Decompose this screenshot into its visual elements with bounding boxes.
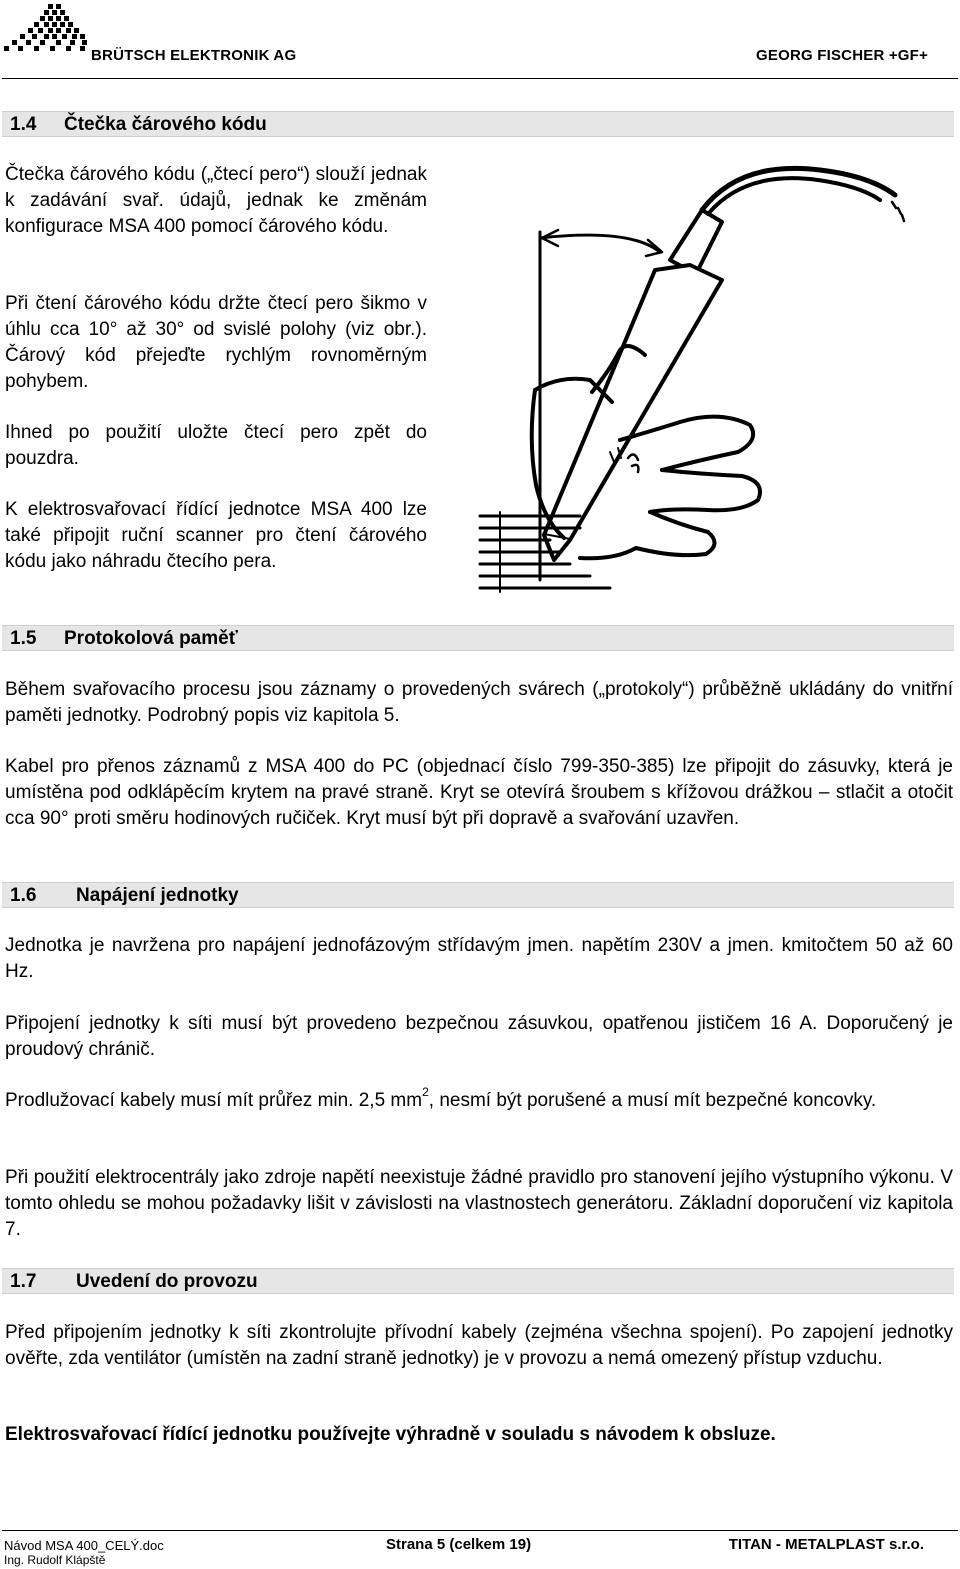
section-heading-1-4 (2, 111, 954, 137)
protocol-memory-paragraph: Během svařovacího procesu jsou záznamy o provedených svárech („protokoly“) průběžně ukládány do vnitřní paměti jednotky. Podrobný popis viz kapitola 5. (5, 679, 953, 726)
page-header (0, 0, 960, 80)
barcode-angle-paragraph: Při čtení čárového kódu držte čtecí pero šikmo v úhlu cca 10° až 30° od svislé polohy (viz obr.). Čárový kód přejeďte rychlým rovnoměrným pohybem. (5, 293, 427, 392)
section-heading-1-7 (2, 1268, 954, 1294)
barcode-storage-paragraph: Ihned po použití uložte čtecí pero zpět do pouzdra. (5, 422, 427, 469)
footer-divider (2, 1530, 958, 1531)
extension-cable-text-end: , nesmí být porušené a musí mít bezpečné koncovky. (428, 1090, 877, 1111)
section-title: Čtečka čárového kódu (64, 114, 267, 135)
section-title: Protokolová paměť (64, 628, 238, 649)
mains-connection-paragraph: Připojení jednotky k síti musí být provedeno bezpečnou zásuvkou, opatřenou jističem 16 A. Doporučený je proudový chránič. (5, 1013, 953, 1060)
power-supply-paragraph: Jednotka je navržena pro napájení jednofázovým střídavým jmen. napětím 230V a jmen. kmitočtem 50 až 60 Hz. (5, 935, 953, 982)
barcode-scanner-paragraph: K elektrosvařovací řídící jednotce MSA 400 lze také připojit ruční scanner pro čtení čárového kódu jako náhradu čtecího pera. (5, 499, 427, 572)
squared-superscript: 2 (422, 1085, 429, 1099)
commissioning-paragraph: Před připojením jednotky k síti zkontrolujte přívodní kabely (zejména všechna spojení). Po zapojení jednotky ověřte, zda ventilátor (umístěn na zadní straně jednotky) je v provozu a nemá omezený přístup vzduchu. (5, 1322, 953, 1369)
section-number: 1.6 (10, 885, 37, 906)
section-heading-1-5 (2, 625, 954, 651)
section-number: 1.4 (10, 114, 37, 135)
footer-author: Ing. Rudolf Klápště (4, 1553, 106, 1567)
section-title: Napájení jednotky (76, 885, 239, 906)
extension-cable-paragraph (5, 1085, 953, 1114)
footer-company: TITAN - METALPLAST s.r.o. (728, 1536, 924, 1553)
pc-cable-paragraph: Kabel pro přenos záznamů z MSA 400 do PC (objednací číslo 799-350-385) lze připojit do zásuvky, která je umístěna pod odklápěcím krytem na pravé straně. Kryt se otevírá šroubem s křížovou drážkou – stlačit a otočit cca 90° proti směru hodinových ručiček. Kryt musí být při dopravě a svařování uzavřen. (5, 756, 953, 829)
section-title: Uvedení do provozu (76, 1271, 258, 1292)
footer-page-number: Strana 5 (celkem 19) (386, 1536, 532, 1553)
barcode-pen-illustration (440, 140, 960, 605)
company-logo (4, 2, 90, 58)
barcode-intro-paragraph: Čtečka čárového kódu („čtecí pero“) slouží jednak k zadávání svař. údajů, jednak ke změnám konfigurace MSA 400 pomocí čárového kódu. (5, 164, 427, 237)
extension-cable-text: Prodlužovací kabely musí mít průřez min. 2,5 mm (5, 1090, 423, 1111)
section-heading-1-6 (2, 882, 954, 908)
header-company-left: BRÜTSCH ELEKTRONIK AG (91, 47, 297, 64)
header-company-right: GEORG FISCHER +GF+ (756, 47, 928, 64)
usage-warning: Elektrosvařovací řídící jednotku používejte výhradně v souladu s návodem k obsluze. (5, 1424, 776, 1445)
section-number: 1.5 (10, 628, 37, 649)
section-number: 1.7 (10, 1271, 37, 1292)
header-divider (2, 78, 958, 79)
generator-paragraph: Při použití elektrocentrály jako zdroje napětí neexistuje žádné pravidlo pro stanovení jejího výstupního výkonu. V tomto ohledu se mohou požadavky lišit v závislosti na vlastnostech generátoru. Základní doporučení viz kapitola 7. (5, 1167, 953, 1240)
footer-document-name: Návod MSA 400_CELÝ.doc (4, 1538, 164, 1553)
